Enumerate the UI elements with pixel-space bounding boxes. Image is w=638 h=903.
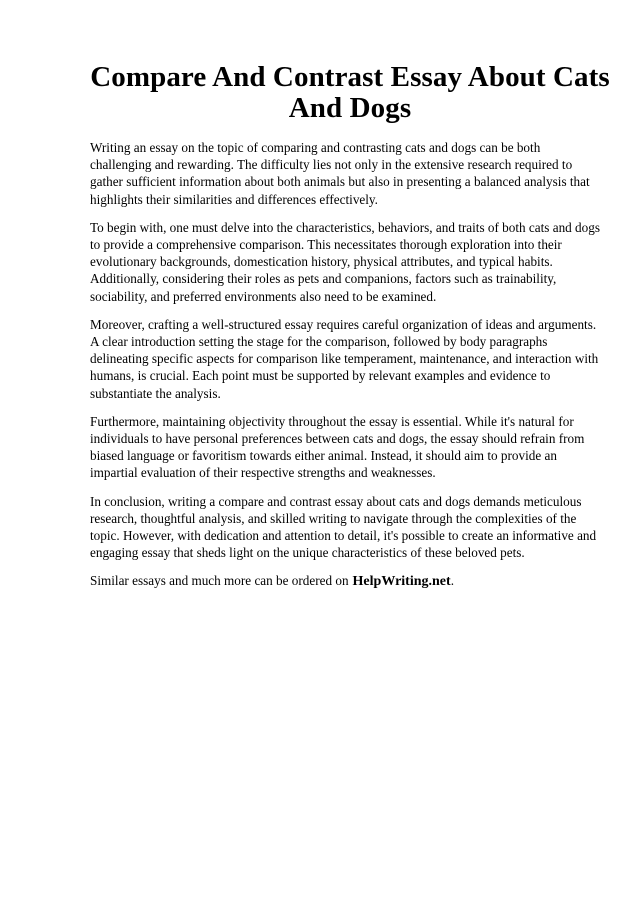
- page-title: Compare And Contrast Essay About Cats And Dogs: [90, 61, 610, 124]
- paragraph-conclusion: In conclusion, writing a compare and contrast essay about cats and dogs demands meticulous research, thoughtful analysis, and skilled writing to navigate through the complexities of the topic. However, with dedication and attention to detail, it's possible to create an informative and engaging essay that sheds light on the unique characteristics of these beloved pets.: [90, 493, 597, 561]
- footer-suffix: .: [450, 573, 454, 589]
- helpwriting-link[interactable]: HelpWriting.net: [352, 574, 451, 590]
- footer-line: [90, 572, 600, 590]
- paragraph-characteristics: To begin with, one must delve into the characteristics, behaviors, and traits of both cats and dogs to provide a comprehensive comparison. This necessitates thorough exploration into their evolutionary backgrounds, domestication history, physical attributes, and typical habits. Additionally, considering their roles as pets and companions, factors such as trainability, sociability, and preferred environments also need to be examined.: [90, 219, 600, 304]
- footer-prefix: Similar essays and much more can be ordered on: [90, 573, 349, 589]
- paragraph-structure: Moreover, crafting a well-structured essay requires careful organization of ideas and arguments. A clear introduction setting the stage for the comparison, followed by body paragraphs delineating specific aspects for comparison like temperament, maintenance, and interaction with humans, is crucial. Each point must be supported by relevant examples and evidence to substantiate the analysis.: [90, 316, 599, 401]
- paragraph-intro: Writing an essay on the topic of comparing and contrasting cats and dogs can be both challenging and rewarding. The difficulty lies not only in the extensive research required to gather sufficient information about both animals but also in presenting a balanced analysis that highlights their similarities and differences effectively.: [90, 140, 590, 207]
- essay-body: [90, 139, 600, 602]
- paragraph-objectivity: Furthermore, maintaining objectivity throughout the essay is essential. While it's natural for individuals to have personal preferences between cats and dogs, the essay should refrain from biased language or favoritism towards either animal. Instead, it should aim to provide an impartial evaluation of their respective strengths and weaknesses.: [90, 413, 585, 481]
